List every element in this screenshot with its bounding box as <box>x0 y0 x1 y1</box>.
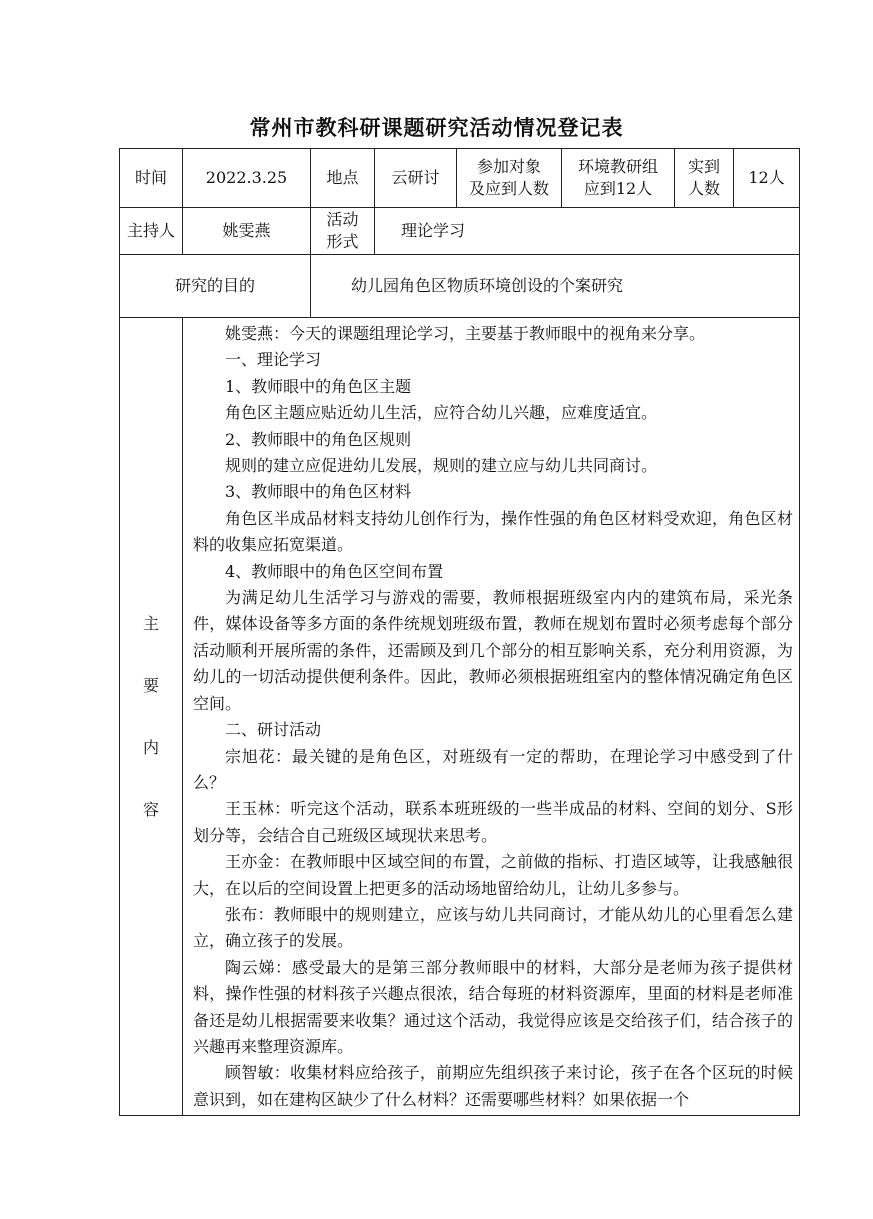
form-label-line1: 活动 <box>326 210 359 229</box>
content-paragraph: 角色区半成品材料支持幼儿创作行为，操作性强的角色区材料受欢迎，角色区材料的收集应拓宽渠道。 <box>193 508 794 555</box>
form-label-line2: 形式 <box>326 232 359 251</box>
table-row-basic-info <box>120 149 800 208</box>
content-paragraph: 2、教师眼中的角色区规则 <box>225 429 412 449</box>
actual-label-line2: 人数 <box>688 179 721 198</box>
content-paragraph: 陶云娣：感受最大的是第三部分教师眼中的材料，大部分是老师为孩子提供材料，操作性强的材料孩子兴趣点很浓，结合每班的材料资源库，里面的材料是老师准备还是幼儿根据需要来收集？通过这个活动，我觉得应该是交给孩子们，结合孩子的兴趣再来整理资源库。 <box>193 957 794 1056</box>
main-content-label-char: 内 <box>142 737 159 757</box>
form-value: 理论学习 <box>375 208 800 255</box>
content-paragraph: 王玉林：听完这个活动，联系本班班级的一些半成品的材料、空间的划分、S形划分等，会结合自己班级区域现状来思考。 <box>193 799 794 845</box>
actual-label-line1: 实到 <box>688 157 721 176</box>
content-paragraph: 规则的建立应促进幼儿发展，规则的建立应与幼儿共同商讨。 <box>225 456 658 476</box>
participants-label-line1: 参加对象 <box>476 157 541 176</box>
content-paragraph: 顾智敏：收集材料应给孩子，前期应先组织孩子来讨论，孩子在各个区玩的时候意识到，如在建构区缺少了什么材料？还需要哪些材料？如果依据一个 <box>193 1063 794 1109</box>
content-paragraph: 角色区主题应贴近幼儿生活，应符合幼儿兴趣，应难度适宜。 <box>225 403 658 423</box>
registration-form-table <box>119 148 800 1116</box>
content-paragraph: 一、理论学习 <box>225 350 322 370</box>
place-value: 云研讨 <box>375 149 457 208</box>
participants-label <box>457 149 562 208</box>
participants-value <box>562 149 675 208</box>
content-paragraph: 宗旭花：最关键的是角色区，对班级有一定的帮助，在理论学习中感受到了什么？ <box>193 746 794 792</box>
actual-value: 12人 <box>748 168 785 187</box>
content-paragraph: 1、教师眼中的角色区主题 <box>225 376 412 396</box>
form-label <box>311 208 375 255</box>
host-label: 主持人 <box>120 208 183 255</box>
main-content-body <box>183 318 800 1116</box>
content-paragraph: 4、教师眼中的角色区空间布置 <box>225 561 444 581</box>
form-title: 常州市教科研课题研究活动情况登记表 <box>249 115 624 140</box>
time-value: 2022.3.25 <box>183 149 311 208</box>
main-content-label-char: 要 <box>142 675 159 695</box>
main-content-label <box>120 318 183 1116</box>
content-paragraph: 张布：教师眼中的规则建立，应该与幼儿共同商讨，才能从幼儿的心里看怎么建立，确立孩子的发展。 <box>193 904 794 951</box>
place-label: 地点 <box>311 149 375 208</box>
actual-label <box>675 149 734 207</box>
content-paragraph: 姚雯燕：今天的课题组理论学习，主要基于教师眼中的视角来分享。 <box>225 324 706 343</box>
participants-label-line2: 及应到人数 <box>468 179 549 198</box>
participants-value-line1: 环境教研组 <box>578 157 659 176</box>
host-value: 姚雯燕 <box>183 208 311 255</box>
main-content-label-char: 主 <box>142 613 159 633</box>
main-content-label-char: 容 <box>142 799 159 819</box>
actual-attendance-cell <box>675 149 800 208</box>
table-row-host <box>120 208 800 255</box>
purpose-label: 研究的目的 <box>120 255 311 318</box>
content-paragraph: 二、研讨活动 <box>225 720 322 740</box>
purpose-value: 幼儿园角色区物质环境创设的个案研究 <box>311 255 800 318</box>
table-row-main-content <box>120 318 800 1116</box>
content-paragraph: 王亦金：在教师眼中区域空间的布置，之前做的指标、打造区域等，让我感触很大，在以后的空间设置上把更多的活动场地留给幼儿，让幼儿多参与。 <box>193 852 794 898</box>
table-row-purpose <box>120 255 800 318</box>
time-label: 时间 <box>120 149 183 208</box>
content-paragraph: 为满足幼儿生活学习与游戏的需要，教师根据班级室内内的建筑布局，采光条件，媒体设备等多方面的条件统规划班级布置，教师在规划布置时必须考虑每个部分活动顺利开展所需的条件，还需顾及到几个部分的相互影响关系，充分利用资源，为幼儿的一切活动提供便利条件。因此，教师必须根据班组室内的整体情况确定角色区空间。 <box>193 588 794 713</box>
content-paragraph: 3、教师眼中的角色区材料 <box>225 482 412 502</box>
participants-value-line2: 应到12人 <box>583 179 653 198</box>
